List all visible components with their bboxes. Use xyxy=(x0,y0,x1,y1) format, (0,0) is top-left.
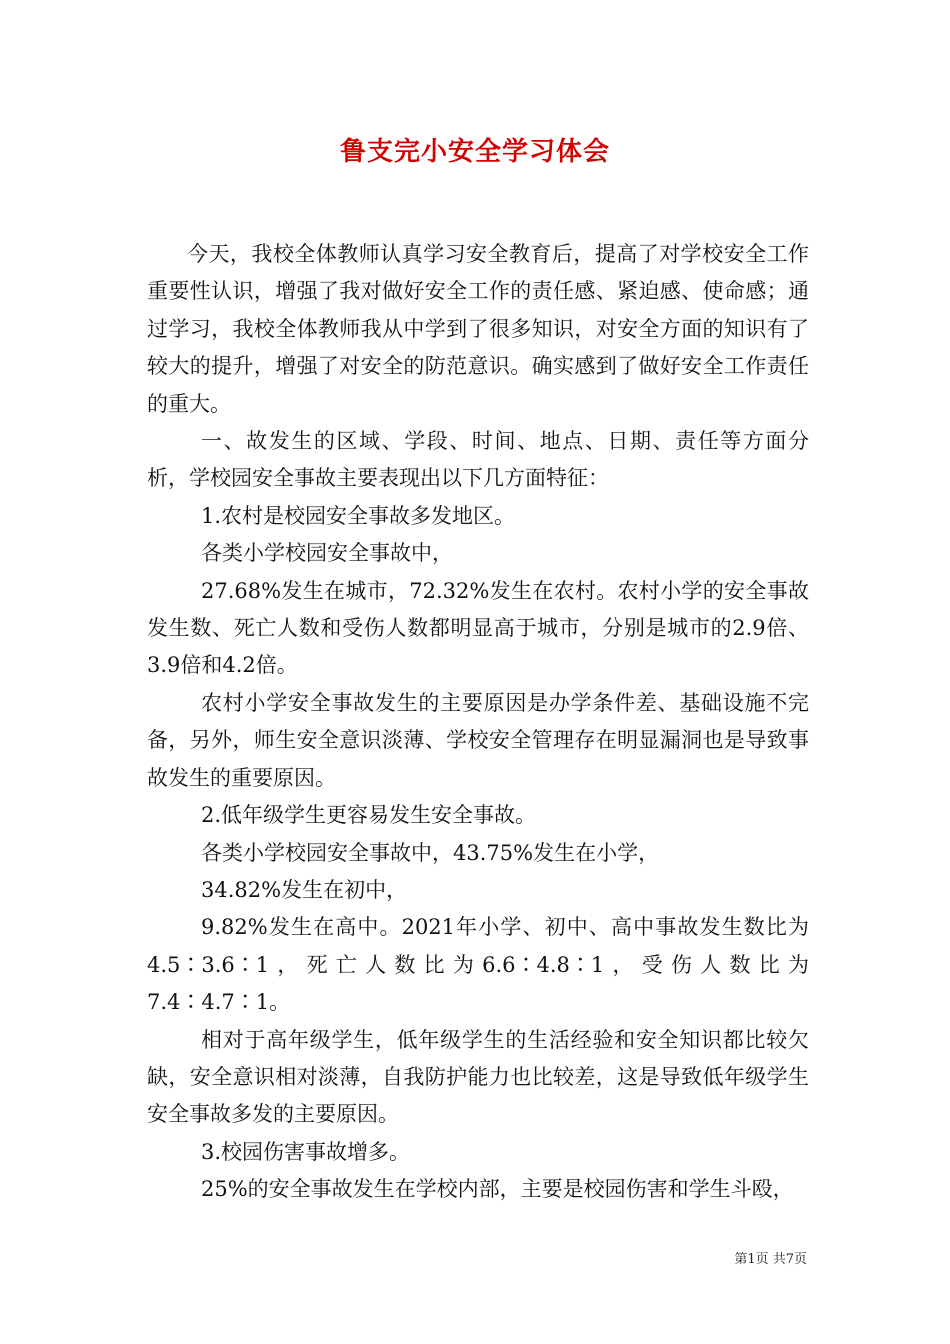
paragraph-grade-stats-2: 34.82%发生在初中， xyxy=(201,877,408,902)
paragraph-grade-causes: 相对于高年级学生，低年级学生的生活经验和安全知识都比较欠缺，安全意识相对淡薄，自我防护能力也比较差，这是导致低年级学生安全事故多发的主要原因。 xyxy=(147,1027,809,1127)
paragraph-grade-stats-3: 9.82%发生在高中。2021年小学、初中、高中事故发生数比为4.5∶3.6∶1，死亡人数比为6.6∶4.8∶1，受伤人数比为7.4∶4.7∶1。 xyxy=(147,915,809,1015)
paragraph-rural-stats: 27.68%发生在城市，72.32%发生在农村。农村小学的安全事故发生数、死亡人数和受伤人数都明显高于城市，分别是城市的2.9倍、3.9倍和4.2倍。 xyxy=(147,578,809,678)
document-title: 鲁支完小安全学习体会 xyxy=(339,137,610,167)
paragraph-campus-stats: 25%的安全事故发生在学校内部，主要是校园伤害和学生斗殴， xyxy=(201,1177,794,1202)
paragraph-rural-lead: 各类小学校园安全事故中， xyxy=(201,541,453,566)
paragraph-grade-stats-1: 各类小学校园安全事故中，43.75%发生在小学， xyxy=(201,840,660,865)
document-body xyxy=(147,236,809,1209)
paragraph-rural-causes: 农村小学安全事故发生的主要原因是办学条件差、基础设施不完备，另外，师生安全意识淡薄、学校安全管理存在明显漏洞也是导致事故发生的重要原因。 xyxy=(147,690,809,790)
heading-campus-injury: 3.校园伤害事故增多。 xyxy=(201,1139,411,1164)
paragraph-intro: 今天，我校全体教师认真学习安全教育后，提高了对学校安全工作重要性认识，增强了我对做好安全工作的责任感、紧迫感、使命感；通过学习，我校全体教师我从中学到了很多知识，对安全方面的知识有了较大的提升，增强了对安全的防范意识。确实感到了做好安全工作责任的重大。 xyxy=(147,242,809,416)
heading-lower-grades: 2.低年级学生更容易发生安全事故。 xyxy=(201,803,537,828)
paragraph-analysis: 一、故发生的区域、学段、时间、地点、日期、责任等方面分析，学校园安全事故主要表现出以下几方面特征： xyxy=(147,429,809,491)
page-number-footer: 第1页 共7页 xyxy=(734,1252,807,1267)
heading-rural: 1.农村是校园安全事故多发地区。 xyxy=(201,503,516,528)
